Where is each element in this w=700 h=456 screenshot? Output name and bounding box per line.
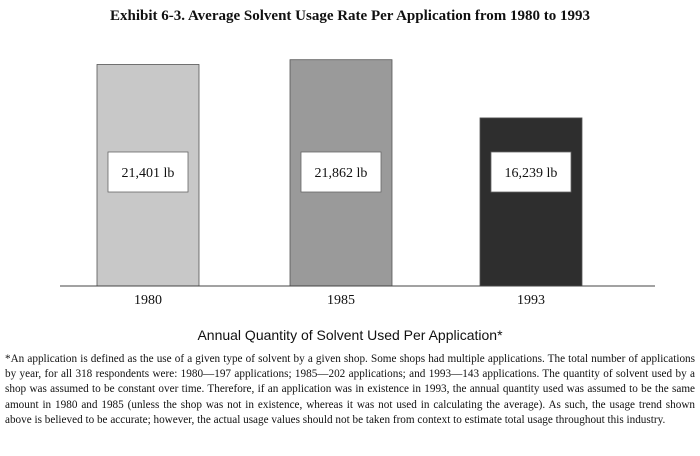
footnote: *An application is defined as the use of a given type of solvent by a given shop. Some shops had multiple applications. The total number of applications by year, for all 318 respondents were: 1980—197 applications; 1985—202 applications; and 1993—143 applications. The quantity of solvent used by a shop was assumed to be constant over time. Therefore, if an application was in existence in 1993, the annual quantity used was assumed to be the same amount in 1980 and 1985 (unless the shop was not in existence, whereas it was not used in calculating the average). As such, the usage trend shown above is believed to be accurate; however, the actual usage values should not be taken from context to estimate total usage throughout this industry. — [5, 353, 695, 426]
x-tick-label-1993: 1993 — [517, 293, 545, 308]
value-label-1985: 21,862 lb — [314, 166, 368, 181]
x-tick-label-1980: 1980 — [134, 293, 162, 308]
x-axis-label: Annual Quantity of Solvent Used Per Application* — [197, 327, 503, 343]
x-tick-label-1985: 1985 — [327, 293, 355, 308]
value-label-1980: 21,401 lb — [121, 166, 175, 181]
chart-title: Exhibit 6-3. Average Solvent Usage Rate Per Application from 1980 to 1993 — [110, 8, 590, 24]
value-label-1993: 16,239 lb — [504, 166, 558, 181]
bar-1993 — [480, 118, 582, 286]
